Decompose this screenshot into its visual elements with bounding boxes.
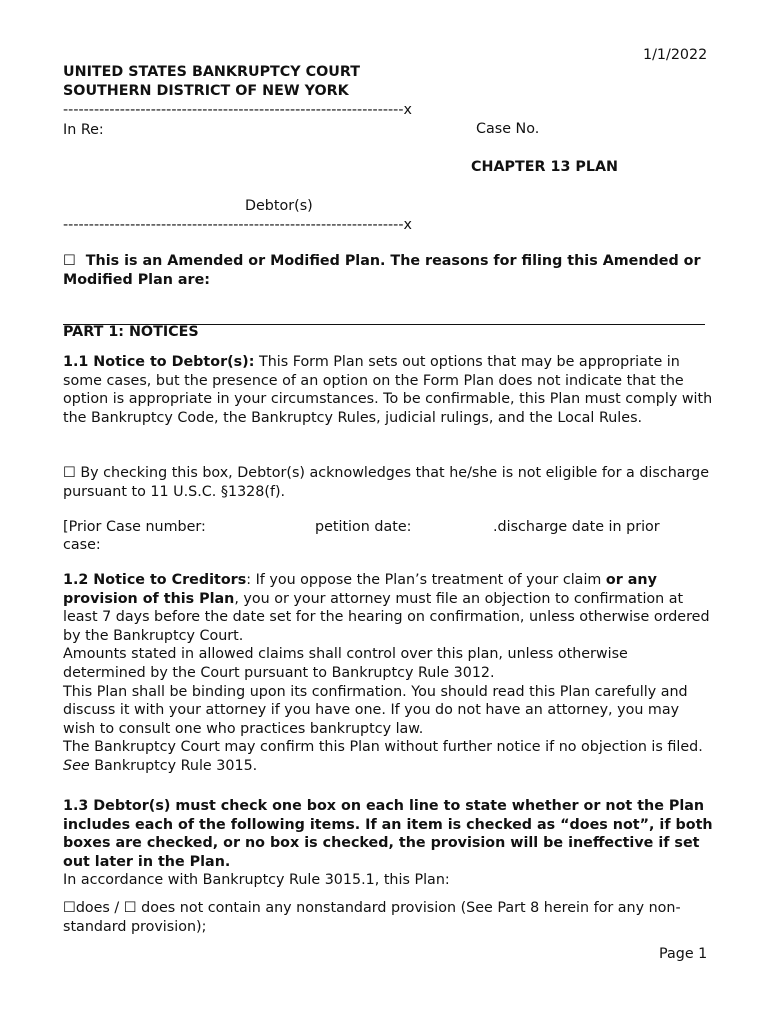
discharge-date-label: .discharge date in prior (493, 519, 660, 535)
section-1-2-para2: Amounts stated in allowed claims shall control over this plan, unless otherwise determined by the Court pursuant to Bankruptcy Rule 3012. (63, 646, 628, 681)
section-1-2-label: 1.2 Notice to Creditors (63, 572, 247, 588)
page-number: Page 1 (659, 946, 708, 962)
section-1-2-text-c: , you or your attorney must file an objection to confirmation at least 7 days before the date set for the hearing on confirmation, unless otherwise ordered by the Bankruptcy Court. (63, 590, 710, 644)
prior-case-number-label: [Prior Case number: (63, 519, 206, 535)
prior-case-label: case: (63, 537, 101, 553)
in-re-label: In Re: (63, 122, 104, 138)
section-1-2-para4-see: See (63, 757, 90, 774)
section-1-2-para1 (63, 571, 713, 645)
caption-divider-bottom: ------------------------------------------------------------------x (63, 217, 412, 233)
section-1-2 (63, 571, 713, 776)
section-1-1-label: 1.1 Notice to Debtor(s): (63, 354, 255, 370)
amended-plan-text: This is an Amended or Modified Plan. The reasons for filing this Amended or Modified Plan are: (63, 253, 701, 288)
amended-plan-checkbox[interactable]: ☐ (63, 253, 76, 269)
section-1-2-text-a: : If you oppose the Plan’s treatment of your claim (246, 572, 606, 588)
section-1-3-instructions: 1.3 Debtor(s) must check one box on each line to state whether or not the Plan includes each of the following items. If an item is checked as “does not”, if both boxes are checked, or no box is checked, the provision will be ineffective if set out later in the Plan. (63, 798, 713, 870)
court-name: UNITED STATES BANKRUPTCY COURT (63, 64, 360, 80)
discharge-text: By checking this box, Debtor(s) acknowledges that he/she is not eligible for a discharge pursuant to 11 U.S.C. §1328(f). (63, 465, 710, 500)
section-1-2-para4-a: The Bankruptcy Court may confirm this Plan without further notice if no objection is filed. (63, 739, 703, 756)
discharge-ineligible-option (63, 464, 713, 501)
section-1-2-para3: This Plan shall be binding upon its confirmation. You should read this Plan carefully and discuss it with your attorney if you have one. If you do not have an attorney, you may wish to consult one who practices bankruptcy law. (63, 683, 688, 737)
debtors-label: Debtor(s) (245, 198, 313, 214)
part1-heading: PART 1: NOTICES (63, 324, 199, 340)
section-1-2-bold-b: or any provision of this Plan (63, 572, 657, 607)
nonstandard-provision-line[interactable]: ☐does / ☐ does not contain any nonstandard provision (See Part 8 herein for any non-standard provision); (63, 900, 681, 935)
section-1-3-accordance: In accordance with Bankruptcy Rule 3015.1, this Plan: (63, 872, 450, 889)
section-1-1-text: This Form Plan sets out options that may be appropriate in some cases, but the presence of an option on the Form Plan does not indicate that the option is appropriate in your circumstances. To be confirmable, this Plan must comply with the Bankruptcy Code, the Bankruptcy Rules, judicial rulings, and the Local Rules. (63, 354, 713, 426)
amended-plan-option (63, 252, 713, 289)
petition-date-label: petition date: (315, 519, 412, 535)
case-number-label: Case No. (476, 121, 540, 137)
part1-heading-rule (63, 324, 705, 325)
discharge-checkbox[interactable]: ☐ (63, 465, 76, 481)
court-district: SOUTHERN DISTRICT OF NEW YORK (63, 83, 349, 99)
section-1-3 (63, 797, 713, 890)
document-date: 1/1/2022 (643, 47, 708, 63)
plan-title: CHAPTER 13 PLAN (471, 159, 618, 175)
section-1-2-para4 (63, 738, 713, 775)
section-1-2-para4-b: Bankruptcy Rule 3015. (89, 757, 258, 774)
section-1-1 (63, 353, 713, 427)
caption-divider-top: ------------------------------------------------------------------x (63, 102, 412, 118)
